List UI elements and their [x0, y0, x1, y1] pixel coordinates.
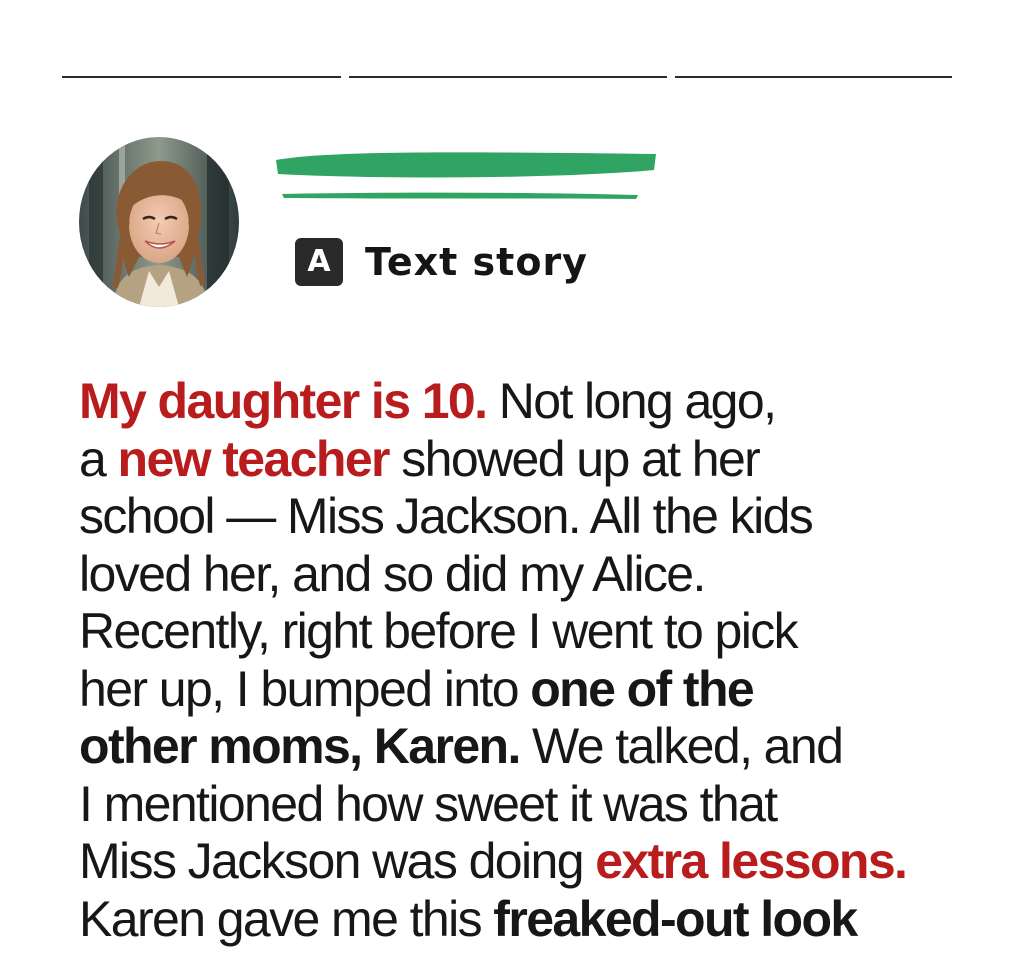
- story-badge-icon: A: [295, 238, 343, 286]
- highlight-red: new teacher: [117, 430, 389, 487]
- story-text-run: I mentioned how sweet it was that: [79, 775, 777, 832]
- story-text-run: We talked, and: [519, 718, 843, 774]
- avatar: [79, 137, 239, 307]
- story-type-label: Text story: [365, 240, 588, 284]
- story-text-run: showed up at her: [388, 430, 760, 487]
- story-text-run: Recently, right before I went to pick: [79, 603, 798, 659]
- redaction-bar-icon: [272, 146, 662, 206]
- highlight-red: extra lessons.: [595, 833, 907, 889]
- story-text-run: loved her, and so did my Alice.: [79, 545, 705, 602]
- story-line: [79, 373, 1009, 431]
- story-line: [79, 603, 1009, 661]
- story-line: [79, 661, 1009, 719]
- story-text: [79, 373, 1009, 948]
- divider-segment: [349, 76, 667, 78]
- story-text-run: her up, I bumped into: [79, 660, 531, 717]
- story-text-run: school — Miss Jackson. All the kids: [79, 488, 813, 544]
- story-line: [79, 718, 1009, 776]
- divider-segment: [62, 76, 341, 78]
- story-text-run: a: [79, 430, 118, 487]
- highlight-bold: other moms, Karen.: [79, 718, 520, 774]
- story-line: [79, 488, 1009, 546]
- woman-portrait-photo-icon: [79, 137, 239, 307]
- story-line: [79, 546, 1009, 604]
- story-line: [79, 891, 1009, 949]
- highlight-bold: freaked-out look: [493, 890, 857, 947]
- story-text-run: Karen gave me this: [79, 890, 494, 947]
- story-text-run: Not long ago,: [486, 373, 776, 429]
- story-type-tag: [295, 238, 588, 286]
- story-line: [79, 431, 1009, 489]
- author-name-redacted: [272, 146, 662, 211]
- highlight-red: My daughter is 10.: [79, 373, 487, 429]
- highlight-bold: one of the: [530, 660, 754, 717]
- story-line: [79, 833, 1009, 891]
- divider-segment: [675, 76, 952, 78]
- story-text-run: Miss Jackson was doing: [79, 833, 596, 889]
- story-line: [79, 776, 1009, 834]
- header-divider: [62, 76, 952, 80]
